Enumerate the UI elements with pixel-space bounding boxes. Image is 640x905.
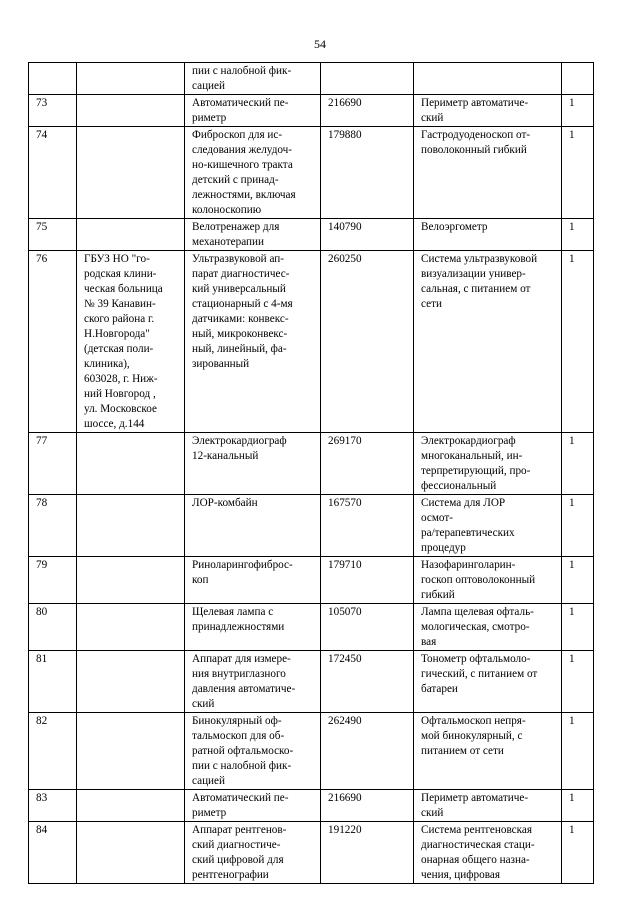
equipment-type-cell: Периметр автоматиче- ский — [414, 790, 562, 822]
code-cell: 105070 — [321, 604, 414, 651]
table-row — [29, 495, 594, 557]
row-number-cell: 80 — [29, 604, 77, 651]
equipment-name-cell: Электрокардиограф 12-канальный — [185, 433, 321, 495]
table-row — [29, 251, 594, 433]
row-number-cell: 75 — [29, 219, 77, 251]
equipment-name-cell: Фиброскоп для ис- следования желудоч- но-кишечного тракта детский с принад- лежностями, включая колоноскопию — [185, 127, 321, 219]
row-number-cell: 82 — [29, 713, 77, 790]
code-cell: 179710 — [321, 557, 414, 604]
row-number-cell: 73 — [29, 95, 77, 127]
organization-cell — [77, 604, 185, 651]
organization-cell — [77, 95, 185, 127]
row-number-cell: 74 — [29, 127, 77, 219]
code-cell: 167570 — [321, 495, 414, 557]
equipment-type-cell: Назофаринголарин- госкоп оптоволоконный гибкий — [414, 557, 562, 604]
equipment-type-cell — [414, 63, 562, 95]
organization-cell — [77, 127, 185, 219]
equipment-name-cell: Автоматический пе- риметр — [185, 95, 321, 127]
row-number-cell: 76 — [29, 251, 77, 433]
organization-cell — [77, 219, 185, 251]
equipment-type-cell: Тонометр офтальмоло- гический, с питанием от батареи — [414, 651, 562, 713]
equipment-type-cell: Периметр автоматиче- ский — [414, 95, 562, 127]
code-cell: 269170 — [321, 433, 414, 495]
quantity-cell: 1 — [562, 557, 594, 604]
organization-cell — [77, 433, 185, 495]
page-number: 54 — [314, 37, 326, 51]
quantity-cell: 1 — [562, 251, 594, 433]
equipment-name-cell: Аппарат для измере- ния внутриглазного давления автоматиче- ский — [185, 651, 321, 713]
quantity-cell: 1 — [562, 713, 594, 790]
equipment-type-cell: Система для ЛОР осмот- ра/терапевтических процедур — [414, 495, 562, 557]
quantity-cell: 1 — [562, 433, 594, 495]
table-row — [29, 433, 594, 495]
row-number-cell: 81 — [29, 651, 77, 713]
code-cell: 216690 — [321, 95, 414, 127]
table-row — [29, 127, 594, 219]
row-number-cell: 78 — [29, 495, 77, 557]
equipment-type-cell: Офтальмоскоп непря- мой бинокулярный, с питанием от сети — [414, 713, 562, 790]
equipment-name-cell: Бинокулярный оф- тальмоскоп для об- ратной офтальмоско- пии с налобной фик- сацией — [185, 713, 321, 790]
code-cell: 140790 — [321, 219, 414, 251]
code-cell: 216690 — [321, 790, 414, 822]
table-row — [29, 651, 594, 713]
row-number-cell: 83 — [29, 790, 77, 822]
quantity-cell: 1 — [562, 822, 594, 884]
equipment-name-cell: Риноларингофиброс- коп — [185, 557, 321, 604]
organization-cell — [77, 651, 185, 713]
code-cell — [321, 63, 414, 95]
quantity-cell: 1 — [562, 95, 594, 127]
equipment-type-cell: Система рентгеновская диагностическая стаци- онарная общего назна- чения, цифровая — [414, 822, 562, 884]
equipment-name-cell: пии с налобной фик- сацией — [185, 63, 321, 95]
table-row — [29, 790, 594, 822]
equipment-name-cell: Ультразвуковой ап- парат диагностичес- кий универсальный стационарный с 4-мя датчиками: конвекс- ный, микроконвекс- ный, линейный, фа- зированный — [185, 251, 321, 433]
organization-cell: ГБУЗ НО "го- родская клини- ческая больница № 39 Канавин- ского района г. Н.Новгорода" (детская поли- клиника), 603028, г. Ниж- ний Новгород , ул. Московское шоссе, д.144 — [77, 251, 185, 433]
equipment-type-cell: Система ультразвуковой визуализации универ- сальная, с питанием от сети — [414, 251, 562, 433]
table-row — [29, 822, 594, 884]
row-number-cell: 84 — [29, 822, 77, 884]
organization-cell — [77, 790, 185, 822]
quantity-cell: 1 — [562, 219, 594, 251]
equipment-table — [28, 62, 594, 884]
table-row — [29, 95, 594, 127]
table-row — [29, 219, 594, 251]
code-cell: 172450 — [321, 651, 414, 713]
quantity-cell — [562, 63, 594, 95]
equipment-name-cell: Автоматический пе- риметр — [185, 790, 321, 822]
quantity-cell: 1 — [562, 604, 594, 651]
code-cell: 191220 — [321, 822, 414, 884]
organization-cell — [77, 557, 185, 604]
table-row — [29, 713, 594, 790]
row-number-cell: 77 — [29, 433, 77, 495]
table-body — [29, 63, 594, 884]
table-row — [29, 604, 594, 651]
equipment-name-cell: Велотренажер для механотерапии — [185, 219, 321, 251]
equipment-type-cell: Электрокардиограф многоканальный, ин- терпретирующий, про- фессиональный — [414, 433, 562, 495]
quantity-cell: 1 — [562, 790, 594, 822]
organization-cell — [77, 495, 185, 557]
equipment-type-cell: Лампа щелевая офталь- мологическая, смотро- вая — [414, 604, 562, 651]
row-number-cell — [29, 63, 77, 95]
quantity-cell: 1 — [562, 495, 594, 557]
quantity-cell: 1 — [562, 651, 594, 713]
row-number-cell: 79 — [29, 557, 77, 604]
organization-cell — [77, 63, 185, 95]
organization-cell — [77, 713, 185, 790]
quantity-cell: 1 — [562, 127, 594, 219]
equipment-type-cell: Гастродуоденоскоп от- поволоконный гибкий — [414, 127, 562, 219]
code-cell: 179880 — [321, 127, 414, 219]
table-row — [29, 63, 594, 95]
equipment-type-cell: Велоэргометр — [414, 219, 562, 251]
equipment-name-cell: Аппарат рентгенов- ский диагностиче- ский цифровой для рентгенографии — [185, 822, 321, 884]
organization-cell — [77, 822, 185, 884]
equipment-name-cell: Щелевая лампа с принадлежностями — [185, 604, 321, 651]
table-row — [29, 557, 594, 604]
code-cell: 262490 — [321, 713, 414, 790]
code-cell: 260250 — [321, 251, 414, 433]
equipment-name-cell: ЛОР-комбайн — [185, 495, 321, 557]
